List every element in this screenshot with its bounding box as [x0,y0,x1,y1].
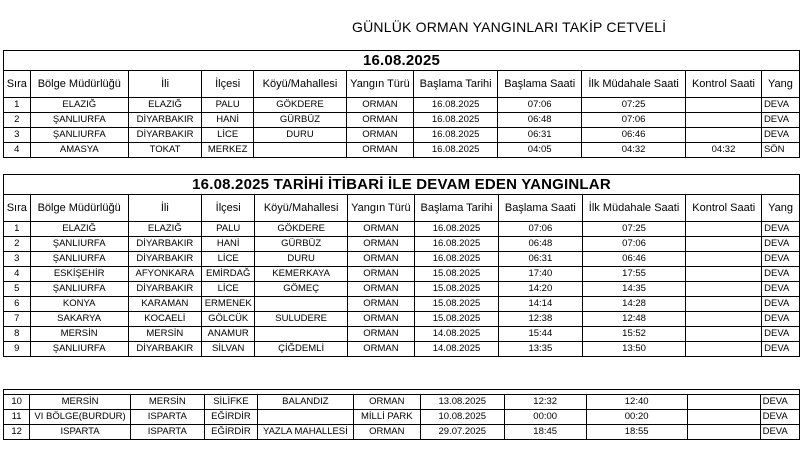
cell-control-time [686,222,762,237]
page-title: GÜNLÜK ORMAN YANGINLARI TAKİP CETVELİ [352,19,667,35]
cell-start-time: 12:32 [504,395,586,410]
cell-village: GÖKDERE [255,222,347,237]
cell-row-number: 8 [4,327,31,342]
cell-fire-type: ORMAN [347,222,414,237]
cell-start-date: 16.08.2025 [415,222,499,237]
cell-control-time [686,282,762,297]
cell-status: SÖN [761,143,799,158]
cell-start-time: 13:35 [499,342,583,357]
cell-status: DEVA [761,113,799,128]
cell-first-response: 00:20 [586,410,687,425]
cell-status: DEVA [760,425,799,440]
cell-fire-type: ORMAN [347,327,414,342]
cell-fire-type: ORMAN [347,237,414,252]
cell-start-time: 14:20 [499,282,583,297]
cell-start-date: 10.08.2025 [420,410,504,425]
cell-status: DEVA [761,128,799,143]
table-row [4,237,800,252]
cell-fire-type: ORMAN [346,98,413,113]
table-row [4,222,800,237]
cell-fire-type: ORMAN [353,425,420,440]
cell-status: DEVA [762,312,800,327]
cell-province: KOCAELİ [128,312,201,327]
cell-province: ISPARTA [130,410,204,425]
column-header-district: İlçesi [202,71,254,98]
cell-first-response: 06:46 [582,252,686,267]
column-header-row-number: Sıra [4,71,31,98]
column-header-district: İlçesi [201,195,255,222]
cell-control-time [686,237,762,252]
cell-district: MERKEZ [202,143,254,158]
column-header-region: Bölge Müdürlüğü [30,71,128,98]
cell-control-time [686,252,762,267]
cell-region: ELAZIĞ [30,222,128,237]
cell-status: DEVA [760,410,799,425]
cell-region: ELAZIĞ [30,98,128,113]
cell-start-date: 13.08.2025 [420,395,504,410]
column-header-row [4,71,800,98]
cell-status: DEVA [762,222,800,237]
table-row [4,312,800,327]
cell-status: DEVA [762,342,800,357]
cell-start-time: 06:48 [499,237,583,252]
cell-region: ŞANLIURFA [30,252,128,267]
cell-first-response: 12:40 [586,395,687,410]
table-row [4,143,800,158]
cell-district: LİCE [201,252,255,267]
cell-village: SULUDERE [255,312,347,327]
table-row [4,113,800,128]
table-row [4,327,800,342]
cell-start-date: 14.08.2025 [415,342,499,357]
cell-district: EMİRDAĞ [201,267,255,282]
column-header-start-date: Başlama Tarihi [414,71,498,98]
cell-region: AMASYA [30,143,128,158]
cell-start-time: 07:06 [498,98,582,113]
cell-district: GÖLCÜK [201,312,255,327]
column-header-village: Köyü/Mahallesi [254,71,347,98]
daily-fires-table [3,50,800,158]
column-header-region: Bölge Müdürlüğü [30,195,128,222]
cell-start-date: 14.08.2025 [415,327,499,342]
cell-province: KARAMAN [128,297,201,312]
cell-start-time: 06:31 [498,128,582,143]
cell-control-time: 04:32 [686,143,762,158]
cell-region: MERSİN [30,395,131,410]
column-header-province: İli [128,195,201,222]
cell-row-number: 11 [4,410,30,425]
cell-village: KEMERKAYA [255,267,347,282]
cell-village: BALANDIZ [258,395,354,410]
cell-start-date: 15.08.2025 [415,282,499,297]
column-header-status: Yang [762,195,800,222]
cell-district: LİCE [201,282,255,297]
column-header-first-response: İlk Müdahale Saati [582,195,686,222]
cell-district: EĞİRDİR [204,410,257,425]
cell-status: DEVA [760,395,799,410]
cell-province: MERSİN [130,395,204,410]
column-header-control-time: Kontrol Saati [686,195,762,222]
table-heading: 16.08.2025 TARİHİ İTİBARİ İLE DEVAM EDEN YANGINLAR [4,175,800,195]
cell-status: DEVA [762,237,800,252]
cell-row-number: 12 [4,425,30,440]
table-row [4,297,800,312]
cell-row-number: 4 [4,267,31,282]
cell-village: ÇİĞDEMLİ [255,342,347,357]
cell-start-time: 04:05 [498,143,582,158]
ongoing-fires-table-continued [3,389,800,440]
cell-row-number: 1 [4,98,31,113]
cell-first-response: 14:35 [582,282,686,297]
cell-fire-type: ORMAN [353,395,420,410]
cell-region: ŞANLIURFA [30,282,128,297]
cell-control-time [686,98,762,113]
cell-row-number: 1 [4,222,31,237]
cell-row-number: 4 [4,143,31,158]
cell-region: SAKARYA [30,312,128,327]
cell-control-time [686,342,762,357]
cell-status: DEVA [762,297,800,312]
cell-fire-type: MİLLİ PARK [353,410,420,425]
cell-first-response: 07:25 [582,222,686,237]
cell-first-response: 18:55 [586,425,687,440]
cell-fire-type: ORMAN [347,312,414,327]
cell-first-response: 07:06 [582,237,686,252]
cell-start-date: 15.08.2025 [415,312,499,327]
cell-region: KONYA [30,297,128,312]
cell-province: DİYARBAKIR [128,342,201,357]
cell-first-response: 15:52 [582,327,686,342]
cell-first-response: 14:28 [582,297,686,312]
cell-first-response: 07:06 [582,113,686,128]
cell-region: MERSİN [30,327,128,342]
cell-start-time: 06:48 [498,113,582,128]
cell-first-response: 07:25 [582,98,686,113]
cell-control-time [686,113,762,128]
cell-start-time: 18:45 [504,425,586,440]
cell-province: MERSİN [128,327,201,342]
cell-status: DEVA [762,267,800,282]
cell-row-number: 2 [4,113,31,128]
cell-start-time: 15:44 [499,327,583,342]
cell-row-number: 5 [4,282,31,297]
cell-start-date: 29.07.2025 [420,425,504,440]
cell-district: PALU [202,98,254,113]
cell-row-number: 3 [4,128,31,143]
cell-start-date: 16.08.2025 [414,113,498,128]
cell-control-time [686,128,762,143]
cell-status: DEVA [762,327,800,342]
cell-first-response: 06:46 [582,128,686,143]
cell-region: ESKİŞEHİR [30,267,128,282]
column-header-province: İli [129,71,202,98]
cell-province: ELAZIĞ [128,222,201,237]
cell-start-date: 15.08.2025 [415,297,499,312]
cell-district: LİCE [202,128,254,143]
column-header-village: Köyü/Mahallesi [255,195,347,222]
cell-village: DURU [255,252,347,267]
cell-province: DİYARBAKIR [128,282,201,297]
table-row [4,267,800,282]
cell-status: DEVA [762,282,800,297]
cell-province: AFYONKARA [128,267,201,282]
cell-start-time: 12:38 [499,312,583,327]
cell-row-number: 10 [4,395,30,410]
cell-fire-type: ORMAN [347,267,414,282]
cell-province: DİYARBAKIR [129,113,202,128]
table-row [4,410,800,425]
cell-start-time: 00:00 [504,410,586,425]
cell-province: DİYARBAKIR [128,252,201,267]
column-header-row [4,195,800,222]
cell-first-response: 04:32 [582,143,686,158]
cell-first-response: 13:50 [582,342,686,357]
cell-first-response: 17:55 [582,267,686,282]
cell-control-time [686,267,762,282]
cell-row-number: 7 [4,312,31,327]
column-header-status: Yang [761,71,799,98]
cell-start-date: 15.08.2025 [415,267,499,282]
column-header-start-date: Başlama Tarihi [415,195,499,222]
cell-village [254,143,347,158]
cell-province: DİYARBAKIR [129,128,202,143]
cell-village: GÖKDERE [254,98,347,113]
cell-fire-type: ORMAN [347,297,414,312]
cell-village: DURU [254,128,347,143]
cell-first-response: 12:48 [582,312,686,327]
cell-region: ŞANLIURFA [30,342,128,357]
cell-province: TOKAT [129,143,202,158]
cell-start-date: 16.08.2025 [414,98,498,113]
cell-district: SİLİFKE [204,395,257,410]
cell-fire-type: ORMAN [347,282,414,297]
cell-row-number: 2 [4,237,31,252]
cell-fire-type: ORMAN [347,342,414,357]
cell-row-number: 6 [4,297,31,312]
column-header-row-number: Sıra [4,195,31,222]
cell-province: DİYARBAKIR [128,237,201,252]
cell-row-number: 9 [4,342,31,357]
cell-start-time: 06:31 [499,252,583,267]
table-row [4,342,800,357]
cell-status: DEVA [761,98,799,113]
cell-district: HANİ [202,113,254,128]
cell-control-time [686,327,762,342]
table-row [4,128,800,143]
table-row [4,425,800,440]
cell-region: VI BÖLGE(BURDUR) [30,410,131,425]
cell-control-time [686,312,762,327]
table-row [4,252,800,267]
cell-district: SİLVAN [201,342,255,357]
cell-fire-type: ORMAN [346,143,413,158]
cell-province: ISPARTA [130,425,204,440]
cell-status: DEVA [762,252,800,267]
cell-start-time: 17:40 [499,267,583,282]
cell-start-time: 07:06 [499,222,583,237]
cell-district: EĞİRDİR [204,425,257,440]
cell-fire-type: ORMAN [346,128,413,143]
column-header-fire-type: Yangın Türü [347,195,414,222]
cell-fire-type: ORMAN [347,252,414,267]
cell-control-time [686,297,762,312]
cell-district: ANAMUR [201,327,255,342]
cell-region: ISPARTA [30,425,131,440]
cell-village: YAZLA MAHALLESİ [258,425,354,440]
cell-region: ŞANLIURFA [30,128,128,143]
ongoing-fires-table [3,174,800,357]
table-row [4,98,800,113]
cell-control-time [687,425,760,440]
table-row [4,395,800,410]
cell-start-time: 14:14 [499,297,583,312]
cell-start-date: 16.08.2025 [414,128,498,143]
cell-village: GÜRBÜZ [254,113,347,128]
column-header-fire-type: Yangın Türü [346,71,413,98]
cell-village: GÖMEÇ [255,282,347,297]
cell-row-number: 3 [4,252,31,267]
cell-control-time [687,395,760,410]
cell-region: ŞANLIURFA [30,237,128,252]
column-header-control-time: Kontrol Saati [686,71,762,98]
cell-start-date: 16.08.2025 [414,143,498,158]
column-header-start-time: Başlama Saati [499,195,583,222]
cell-control-time [687,410,760,425]
cell-district: HANİ [201,237,255,252]
table-row [4,282,800,297]
cell-region: ŞANLIURFA [30,113,128,128]
cell-village [258,410,354,425]
cell-village [255,297,347,312]
column-header-start-time: Başlama Saati [498,71,582,98]
cell-start-date: 16.08.2025 [415,237,499,252]
cell-district: PALU [201,222,255,237]
cell-province: ELAZIĞ [129,98,202,113]
cell-village: GÜRBÜZ [255,237,347,252]
cell-district: ERMENEK [201,297,255,312]
cell-village [255,327,347,342]
column-header-first-response: İlk Müdahale Saati [582,71,686,98]
cell-start-date: 16.08.2025 [415,252,499,267]
cell-fire-type: ORMAN [346,113,413,128]
table-heading: 16.08.2025 [4,51,800,71]
